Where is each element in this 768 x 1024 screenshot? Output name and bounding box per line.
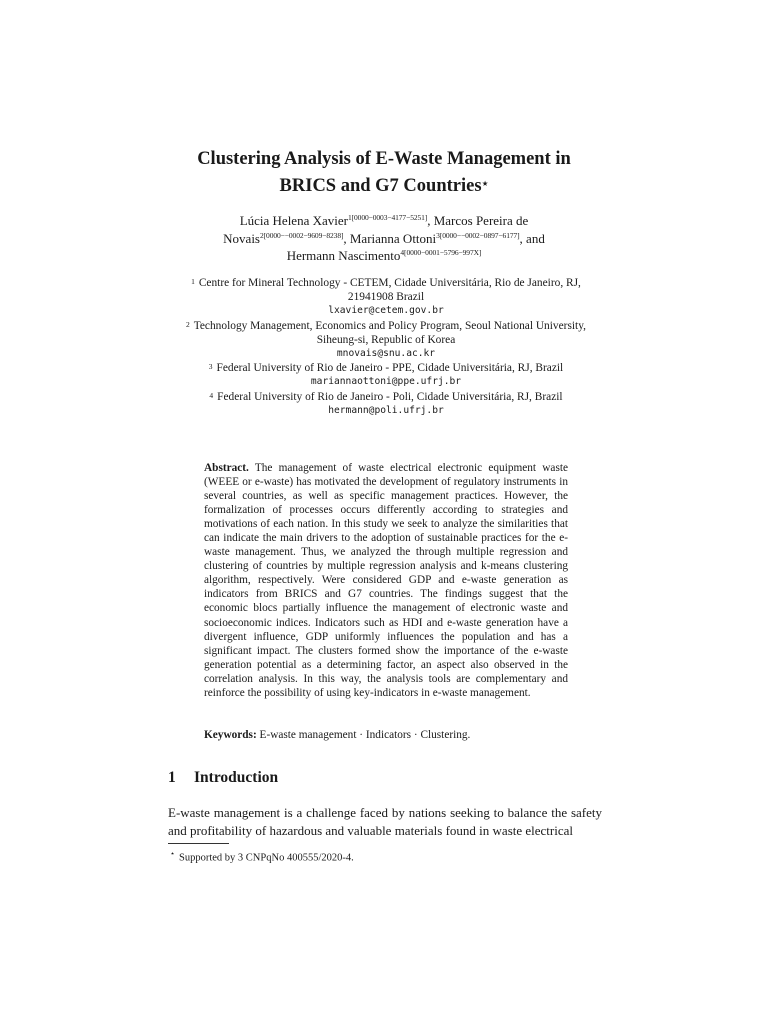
affiliation-text: Centre for Mineral Technology - CETEM, Cidade Universitária, Rio de Janeiro, RJ, 21941908 Brazil [198,277,581,304]
affiliation-email[interactable]: mariannaottoni@ppe.ufrj.br [310,376,462,388]
affiliation-number: 1 [191,277,195,286]
keywords-label: Keywords: [204,729,257,741]
affiliation-text: Federal University of Rio de Janeiro - Poli, Cidade Universitária, RJ, Brazil [217,390,563,403]
keywords-text: E-waste management · Indicators · Clustering. [259,729,471,741]
section-heading [168,769,278,787]
author-separator: , Marcos Pereira de [427,213,529,228]
affiliation-email[interactable]: mnovais@snu.ac.kr [336,348,436,360]
affiliation [168,319,604,362]
title-line-2: BRICS and G7 Countries [279,176,482,196]
title-footnote-mark: ⋆ [481,178,489,190]
author-name: Novais [223,230,260,246]
affiliation-email[interactable]: hermann@poli.ufrj.br [328,404,444,416]
affiliation-number: 3 [208,362,213,372]
affiliation-text: Federal University of Rio de Janeiro - PPE, Cidade Universitária, RJ, Brazil [216,362,564,375]
author-separator: , Marianna Ottoni [343,230,437,246]
author-name: Lúcia Helena Xavier [239,213,348,228]
affiliation [168,276,604,319]
author-orcid: 3[0000−−0002−0897−6177] [436,230,520,240]
affiliation-number: 4 [209,390,214,400]
section-title: Introduction [194,769,279,786]
section-number: 1 [168,769,176,786]
abstract [204,461,568,700]
affiliation [168,361,604,389]
footnote-rule [168,843,229,844]
author-list [140,212,628,265]
affiliation-email[interactable]: lxavier@cetem.gov.br [328,305,444,317]
keywords [204,728,568,742]
affiliation [168,390,604,418]
paper-title [140,146,628,200]
affiliation-text: Technology Management, Economics and Policy Program, Seoul National University, Siheung-si, Republic of Korea [193,319,587,346]
introduction-paragraph: E-waste management is a challenge faced by nations seeking to balance the safety and profitability of hazardous and valuable materials found in waste electrical [168,805,602,838]
affiliation-list [168,276,604,418]
author-separator: , and [519,230,545,246]
abstract-text: The management of waste electrical electronic equipment waste (WEEE or e-waste) has motivated the development of regulatory instruments in several countries, as well as specific management practices. However, the formalization of processes occurs differently according to strategies and motivations of each nation. In this study we seek to analyze the similarities that can indicate the main drivers to the adoption of sustainable practices for the e-waste management. Thus, we analyzed the through multiple regression and clustering of countries by multiple regression analysis and k-means clustering algorithm, respectively. Were considered GDP and e-waste generation as indicators from BRICS and G7 countries. The findings suggest that the economic blocs partially influence the management of electronic waste and socioeconomic indices. Indicators such as HDI and e-waste generation have a divergent influence, GDP uniformly influences the population and has a significant impact. The clusters formed show the importance of the e-waste generation potential as a determining factor, an aspect also observed in the correlation analysis. In this way, the analysis tools are complementary and reinforce the possibility of using key-indicators in e-waste management. [204,462,568,699]
footnote-mark: ⋆ [170,849,176,858]
affiliation-number: 2 [185,319,190,329]
author-orcid: 1[0000−0003−4177−5251] [347,213,428,222]
title-line-1: Clustering Analysis of E-Waste Management in [197,149,571,169]
author-orcid: 2[0000−−0002−9609−8238] [260,230,344,240]
author-orcid: 4[0000−0001−5796−997X] [400,248,482,257]
footnote-text: Supported by 3 CNPqNo 400555/2020-4. [179,852,354,864]
footnote [170,847,354,865]
author-name: Hermann Nascimento [286,248,401,263]
abstract-label: Abstract. [204,462,249,474]
